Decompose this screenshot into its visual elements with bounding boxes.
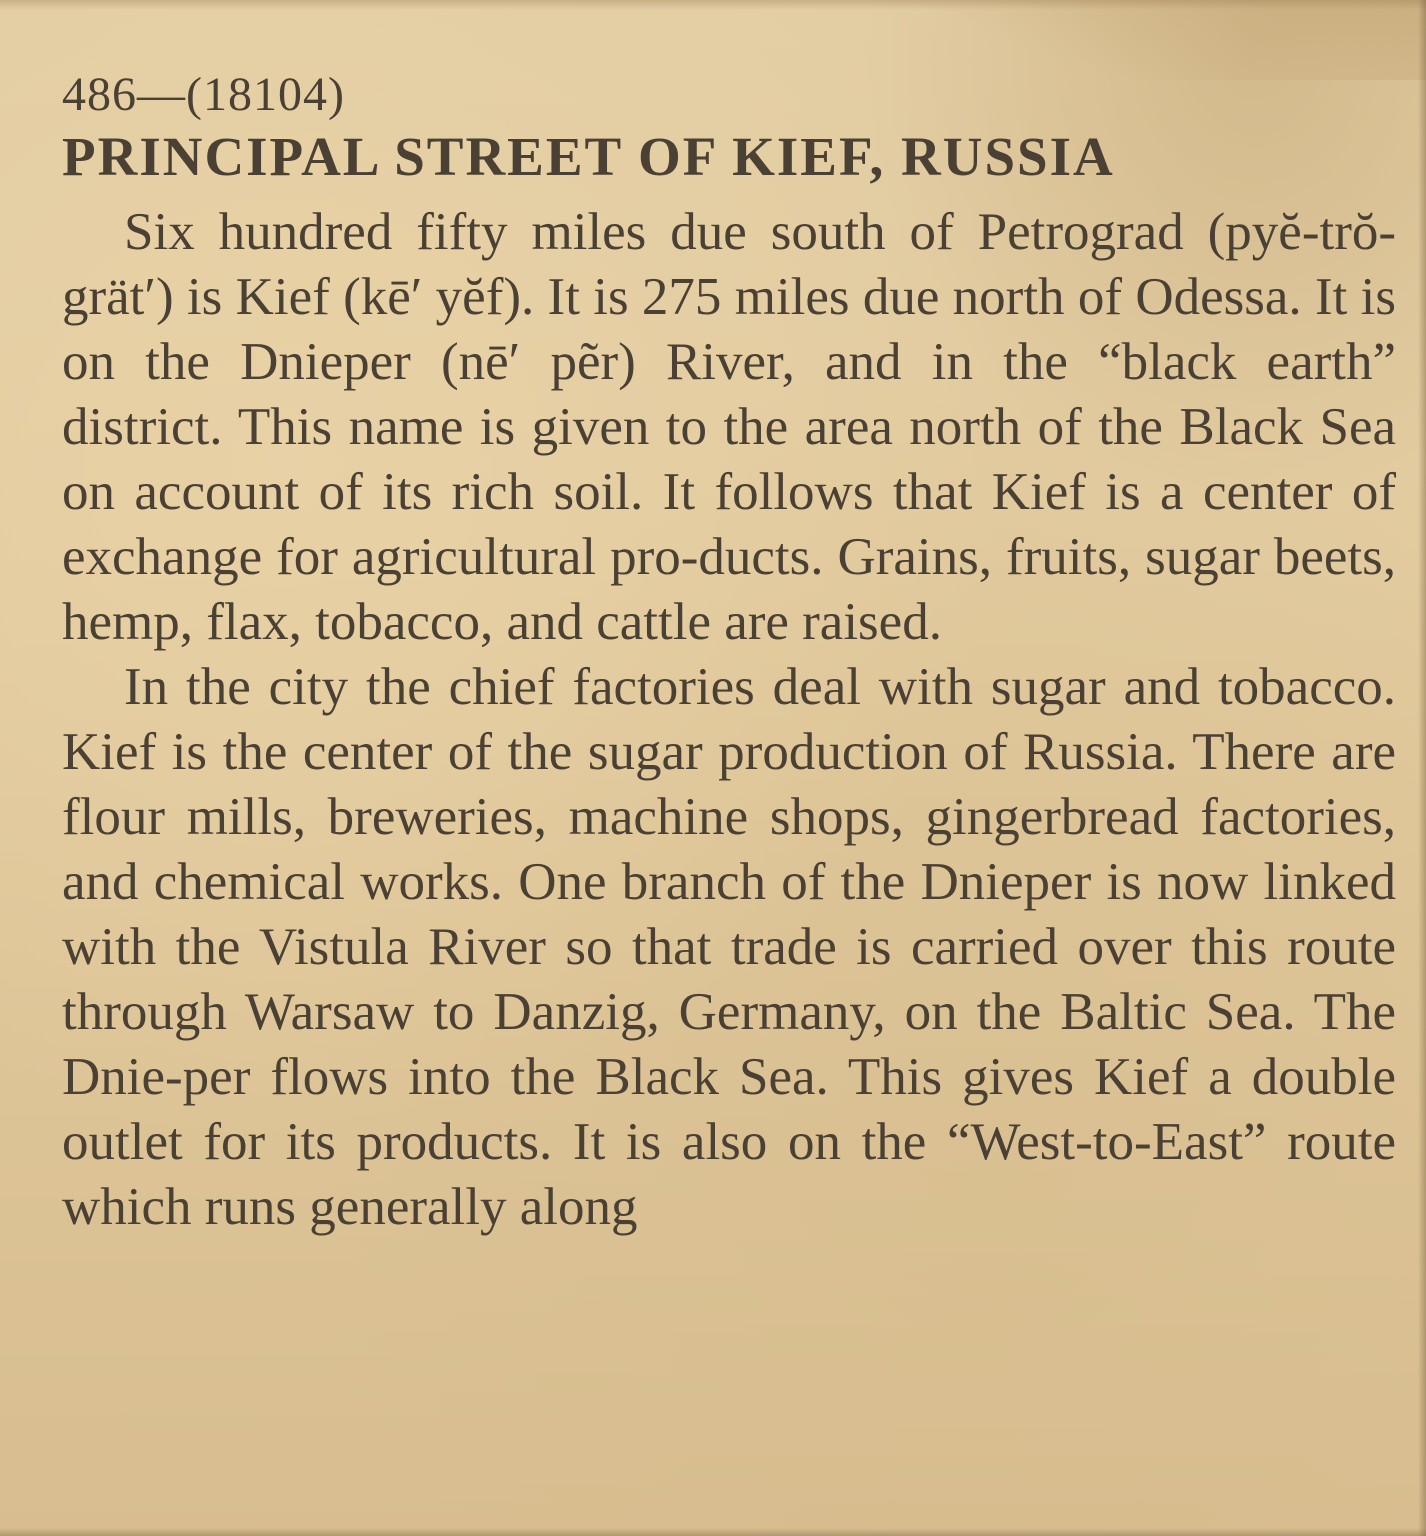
catalog-number: 486—(18104) [62,68,345,121]
paragraph-2: In the city the chief factories deal with sugar and tobacco. Kief is the center of the sugar production of Russia. There are flour mills, breweries, machine shops, gingerbread factories, and chemical works. One branch of the Dnieper is now linked with the Vistula River so that trade is carried over this route through Warsaw to Danzig, Germany, on the Baltic Sea. The Dnie-per flows into the Black Sea. This gives Kief a double outlet for its products. It is also on the “West-to-East” route which runs generally along [62,658,1396,1236]
paragraph-1: Six hundred fifty miles due south of Petrograd (pyĕ-trŏ-grät′) is Kief (kē′ yĕf). It is 275 miles due north of Odessa. It is on the Dnieper (nē′ pẽr) River, and in the “black earth” district. This name is given to the area north of the Black Sea on account of its rich soil. It follows that Kief is a center of exchange for agricultural pro-ducts. Grains, fruits, sugar beets, hemp, flax, tobacco, and cattle are raised. [62,203,1396,651]
card-text-block [62,66,1396,1240]
card-edge-right [1418,0,1426,1536]
card-title: PRINCIPAL STREET OF KIEF, RUSSIA [62,126,1115,187]
card-edge-top [0,0,1426,10]
card-edge-bottom [0,1528,1426,1536]
